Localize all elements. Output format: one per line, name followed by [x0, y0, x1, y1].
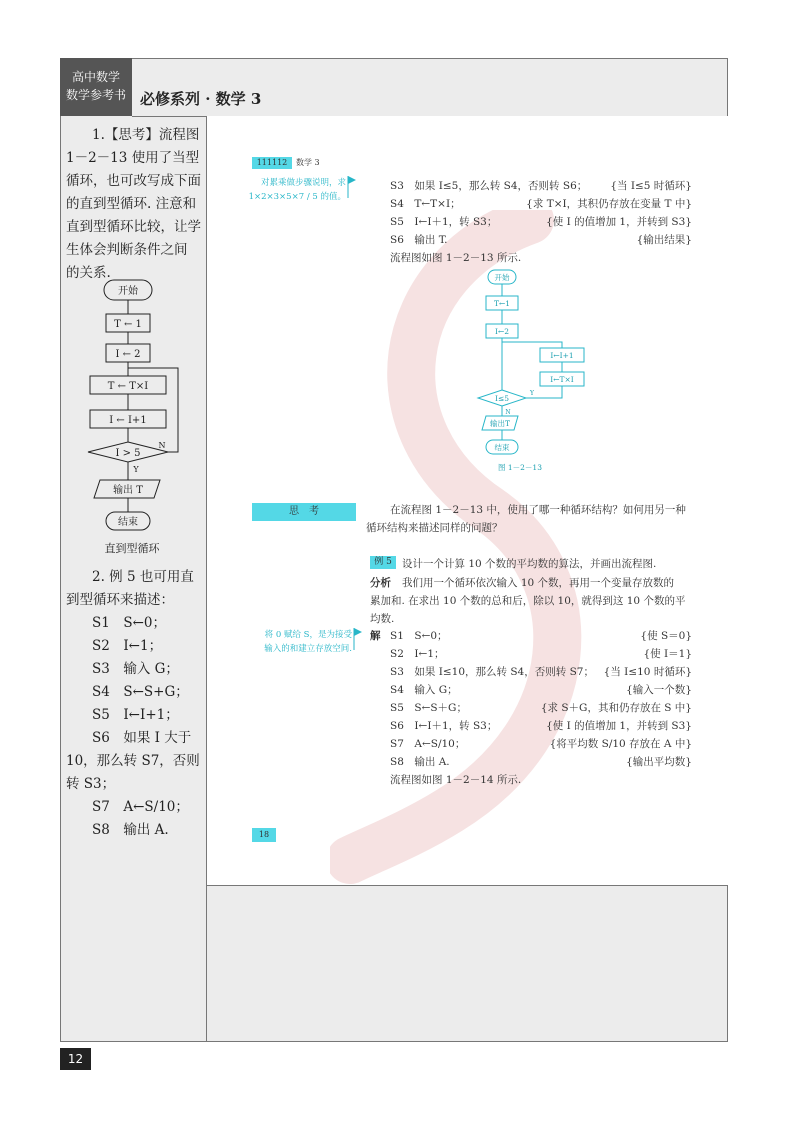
inner-flowchart: [470, 266, 590, 476]
step-comment: {使 I 的值增加 1，并转到 S3}: [546, 720, 692, 732]
text-line: 的关系.: [66, 265, 111, 281]
flow2-no: N: [505, 409, 511, 416]
think-line-2: 循环结构来描述同样的问题？: [366, 522, 503, 534]
sidebar-paragraph-1: [66, 124, 204, 285]
step-line: S3 如果 I≤5，那么转 S4，否则转 S6；: [390, 180, 588, 192]
page-number: 12: [60, 1048, 91, 1070]
analysis-line-3: 均数.: [370, 613, 395, 625]
flow2-box3: I←I+1: [550, 351, 574, 360]
step-line: S2 I←1；: [92, 638, 163, 654]
flow-box3-text: T ← T×I: [107, 381, 149, 392]
think-banner: 思 考: [252, 503, 356, 521]
flow2-output: 输出T: [489, 419, 511, 428]
step-line: 转 S3；: [66, 776, 116, 792]
flow-end-text: 结束: [118, 517, 138, 528]
flow-start-text: 开始: [118, 286, 138, 297]
step-line: S6 输出 T.: [390, 234, 448, 246]
step-line: S1 S←0；: [92, 615, 166, 631]
header-title: 必修系列 · 数学 3: [140, 90, 262, 108]
step-line: S4 输入 G；: [390, 684, 458, 696]
step-comment: {输出平均数}: [626, 756, 692, 768]
step-line: S8 输出 A.: [92, 822, 169, 838]
step-line: S4 T←T×I；: [390, 198, 461, 210]
step-comment: {当 I≤5 时循环}: [610, 180, 692, 192]
flow2-start: 开始: [494, 273, 510, 282]
flow-box2-text: I ← 2: [115, 349, 141, 360]
text-line: 2. 例 5 也可用直: [92, 569, 194, 585]
step-line: S7 A←S/10；: [390, 738, 466, 750]
analysis-line-1: 我们用一个循环依次输入 10 个数，再用一个变量存放数的: [402, 577, 675, 589]
solution-tag: 解: [370, 630, 381, 642]
step-line: S6 如果 I 大于: [92, 730, 192, 746]
flow2-caption: 图 1－2－13: [498, 463, 542, 472]
flow2-end: 结束: [494, 443, 510, 452]
step-line: S8 输出 A.: [390, 756, 450, 768]
flow2-box2: I←2: [494, 327, 510, 336]
step-line: S6 I←I＋1，转 S3；: [390, 720, 498, 732]
flow-box1-text: T ← 1: [114, 319, 142, 330]
step-comment: {将平均数 S/10 存放在 A 中}: [549, 738, 692, 750]
step-line: S5 S←S＋G；: [390, 702, 467, 714]
flow-cond-text: I > 5: [115, 448, 141, 459]
step-comment: {输出结果}: [636, 234, 692, 246]
flow-caption: 直到型循环: [104, 542, 160, 555]
step-comment: {使 S＝0}: [640, 630, 692, 642]
example-tag: 例 5: [370, 556, 396, 569]
step-comment: {输入一个数}: [626, 684, 692, 696]
step-line: S7 A←S/10；: [92, 799, 189, 815]
flow-output-text: 输出 T: [113, 485, 143, 496]
flow2-box1: T←1: [493, 299, 511, 308]
think-line-1: 在流程图 1－2－13 中，使用了哪一种循环结构？如何用另一种: [390, 504, 686, 516]
inner-header-tag: 111112: [252, 157, 292, 169]
step-line: S1 S←0；: [390, 630, 448, 642]
step-line: S2 I←1；: [390, 648, 445, 660]
flow2-yes: Y: [530, 390, 534, 397]
flow-reference-2: 流程图如图 1－2－14 所示.: [390, 774, 522, 786]
flag-icon: [352, 628, 364, 652]
step-line: 10，那么转 S7，否则: [66, 753, 200, 769]
sidebar-paragraph-2: [66, 566, 204, 842]
flag-icon: [346, 176, 358, 200]
step-comment: {使 I 的值增加 1，并转到 S3}: [546, 216, 692, 228]
text-line: 直到型循环比较，让学: [66, 219, 201, 235]
step-line: S5 I←I＋1，转 S3；: [390, 216, 498, 228]
step-comment: {使 I＝1}: [643, 648, 692, 660]
text-line: 的直到型循环. 注意和: [66, 196, 197, 212]
flow2-box4: I←T×I: [550, 375, 574, 384]
step-line: S3 如果 I≤10，那么转 S4，否则转 S7；: [390, 666, 594, 678]
step-comment: {求 T×I，其积仍存放在变量 T 中}: [526, 198, 692, 210]
flow2-cond: I≤5: [494, 394, 510, 403]
flow-box4-text: I ← I+1: [109, 415, 147, 426]
text-line: 1.【思考】流程图: [92, 127, 200, 143]
sidebar-flowchart: [60, 270, 207, 560]
step-line: S3 输入 G；: [92, 661, 179, 677]
step-comment: {当 I≤10 时循环}: [603, 666, 692, 678]
inner-header-subject: 数学 3: [296, 158, 320, 167]
text-line: 1－2－13 使用了当型: [66, 150, 200, 166]
step-line: S4 S←S+G；: [92, 684, 189, 700]
badge-line-1: 高中数学: [71, 70, 120, 84]
text-line: 生体会判断条件之间: [66, 242, 188, 258]
analysis-line-2: 累加和. 在求出 10 个数的总和后，除以 10，就得到这 10 个数的平: [370, 595, 686, 607]
flow-no-label: N: [158, 441, 166, 450]
badge-line-2: 数学参考书: [65, 88, 126, 102]
text-line: 循环，也可改写成下面: [66, 173, 201, 189]
step-comment: {求 S＋G，其和仍存放在 S 中}: [540, 702, 692, 714]
analysis-tag: 分析: [370, 577, 391, 589]
flow-reference: 流程图如图 1－2－13 所示.: [390, 252, 522, 264]
margin-note-1: 对累乘做步骤说明，求 1×2×3×5×7 / 5 的值。: [248, 178, 346, 202]
header-badge: [60, 58, 132, 116]
margin-note-2: 将 0 赋给 S，是为接受输入的和建立存放空间.: [264, 630, 352, 654]
flow-yes-label: Y: [133, 465, 139, 474]
step-line: S5 I←I+1；: [92, 707, 179, 723]
example-text: 设计一个计算 10 个数的平均数的算法，并画出流程图.: [402, 558, 657, 570]
text-line: 到型循环来描述：: [66, 592, 174, 608]
inner-page-number: 18: [252, 828, 276, 842]
